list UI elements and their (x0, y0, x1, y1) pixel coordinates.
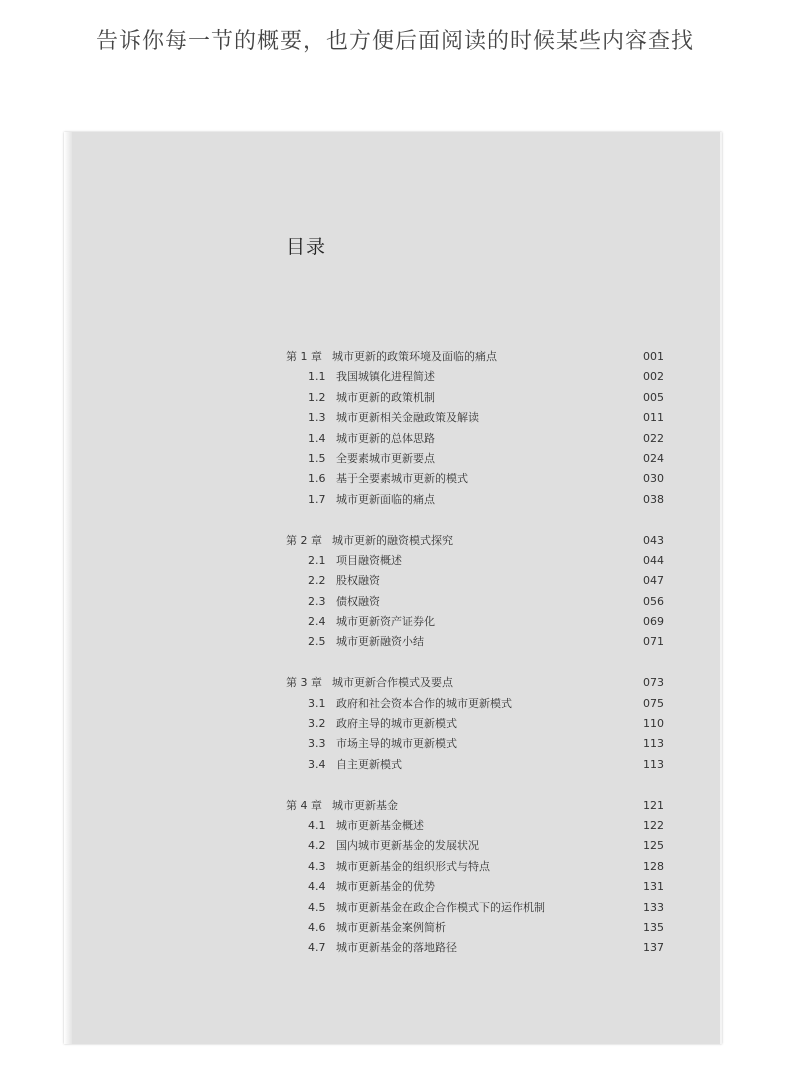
toc-section-row (286, 571, 664, 591)
toc-section-row (286, 388, 664, 408)
toc-section-row (286, 367, 664, 387)
toc-section-row (286, 592, 664, 612)
section-page: 135 (643, 920, 664, 934)
toc-section-row (286, 898, 664, 918)
section-number: 2.2 (308, 574, 326, 588)
section-title: 城市更新资产证券化 (336, 615, 435, 629)
chapter-page: 073 (643, 676, 664, 690)
section-number: 2.4 (308, 615, 326, 629)
caption-text: 告诉你每一节的概要，也方便后面阅读的时候某些内容查找 (95, 29, 694, 54)
section-title: 全要素城市更新要点 (336, 451, 435, 465)
section-title: 城市更新的总体思路 (336, 431, 435, 445)
table-of-contents (286, 347, 664, 959)
section-title: 城市更新基金在政企合作模式下的运作机制 (336, 900, 545, 914)
section-page: 075 (643, 696, 664, 710)
section-number: 3.2 (308, 717, 326, 731)
section-title: 城市更新融资小结 (336, 635, 424, 649)
chapter-number: 第 1 章 (286, 350, 322, 363)
toc-section-row (286, 449, 664, 469)
section-number: 3.3 (308, 737, 326, 751)
section-number: 1.3 (308, 411, 326, 425)
chapter-title: 城市更新的政策环境及面临的痛点 (332, 350, 497, 363)
section-page: 024 (643, 451, 664, 465)
toc-title: 目录 (286, 236, 327, 258)
section-number: 1.5 (308, 451, 326, 465)
section-title: 城市更新基金的落地路径 (336, 941, 457, 955)
section-number: 3.1 (308, 696, 326, 710)
toc-section-row (286, 429, 664, 449)
section-page: 122 (643, 818, 664, 832)
toc-chapter-row (286, 347, 664, 367)
section-title: 市场主导的城市更新模式 (336, 737, 457, 751)
section-number: 4.7 (308, 941, 326, 955)
chapter-title: 城市更新基金 (332, 798, 398, 812)
section-number: 1.2 (308, 390, 326, 404)
toc-section-row (286, 857, 664, 877)
toc-section-row (286, 551, 664, 571)
toc-chapter-row (286, 673, 664, 693)
chapter-page: 121 (643, 798, 664, 812)
section-page: 022 (643, 431, 664, 445)
section-number: 4.1 (308, 818, 326, 832)
section-page: 005 (643, 390, 664, 404)
book-page (64, 132, 722, 1044)
toc-section-row (286, 938, 664, 958)
section-title: 城市更新基金案例简析 (336, 920, 446, 934)
toc-chapter-row (286, 796, 664, 816)
section-title: 城市更新基金概述 (336, 818, 424, 832)
section-title: 国内城市更新基金的发展状况 (336, 839, 479, 853)
chapter-page: 001 (643, 350, 664, 363)
section-title: 自主更新模式 (336, 757, 402, 771)
section-page: 044 (643, 553, 664, 567)
section-page: 071 (643, 635, 664, 649)
section-title: 城市更新基金的组织形式与特点 (336, 859, 490, 873)
section-title: 债权融资 (336, 594, 380, 608)
section-number: 1.4 (308, 431, 326, 445)
section-number: 4.6 (308, 920, 326, 934)
toc-section-row (286, 408, 664, 428)
section-page: 113 (643, 757, 664, 771)
section-number: 2.1 (308, 553, 326, 567)
section-title: 城市更新面临的痛点 (336, 492, 435, 506)
chapter-number: 第 4 章 (286, 798, 322, 812)
section-number: 1.6 (308, 472, 326, 486)
section-page: 137 (643, 941, 664, 955)
section-number: 4.5 (308, 900, 326, 914)
toc-section-row (286, 694, 664, 714)
section-page: 128 (643, 859, 664, 873)
section-title: 项目融资概述 (336, 553, 402, 567)
section-number: 2.5 (308, 635, 326, 649)
toc-section-row (286, 632, 664, 652)
toc-section-row (286, 490, 664, 510)
toc-section-row (286, 918, 664, 938)
section-number: 4.3 (308, 859, 326, 873)
chapter-title: 城市更新合作模式及要点 (332, 676, 453, 690)
section-page: 110 (643, 717, 664, 731)
toc-section-row (286, 612, 664, 632)
section-title: 城市更新相关金融政策及解读 (336, 411, 479, 425)
section-page: 030 (643, 472, 664, 486)
toc-section-row (286, 714, 664, 734)
toc-section-row (286, 816, 664, 836)
toc-section-row (286, 755, 664, 775)
section-number: 4.2 (308, 839, 326, 853)
toc-chapter-row (286, 531, 664, 551)
section-number: 4.4 (308, 880, 326, 894)
chapter-page: 043 (643, 533, 664, 547)
section-page: 056 (643, 594, 664, 608)
section-number: 1.1 (308, 370, 326, 384)
section-page: 113 (643, 737, 664, 751)
section-number: 1.7 (308, 492, 326, 506)
section-page: 125 (643, 839, 664, 853)
section-page: 038 (643, 492, 664, 506)
section-title: 城市更新的政策机制 (336, 390, 435, 404)
section-number: 3.4 (308, 757, 326, 771)
section-title: 我国城镇化进程简述 (336, 370, 435, 384)
section-title: 股权融资 (336, 574, 380, 588)
section-title: 城市更新基金的优势 (336, 880, 435, 894)
chapter-number: 第 3 章 (286, 676, 322, 690)
chapter-number: 第 2 章 (286, 533, 322, 547)
section-page: 133 (643, 900, 664, 914)
section-title: 政府主导的城市更新模式 (336, 717, 457, 731)
section-page: 002 (643, 370, 664, 384)
toc-section-row (286, 836, 664, 856)
section-title: 基于全要素城市更新的模式 (336, 472, 468, 486)
section-page: 011 (643, 411, 664, 425)
toc-section-row (286, 469, 664, 489)
toc-section-row (286, 877, 664, 897)
section-page: 131 (643, 880, 664, 894)
chapter-title: 城市更新的融资模式探究 (332, 533, 453, 547)
section-page: 047 (643, 574, 664, 588)
section-number: 2.3 (308, 594, 326, 608)
section-title: 政府和社会资本合作的城市更新模式 (336, 696, 512, 710)
toc-section-row (286, 734, 664, 754)
section-page: 069 (643, 615, 664, 629)
